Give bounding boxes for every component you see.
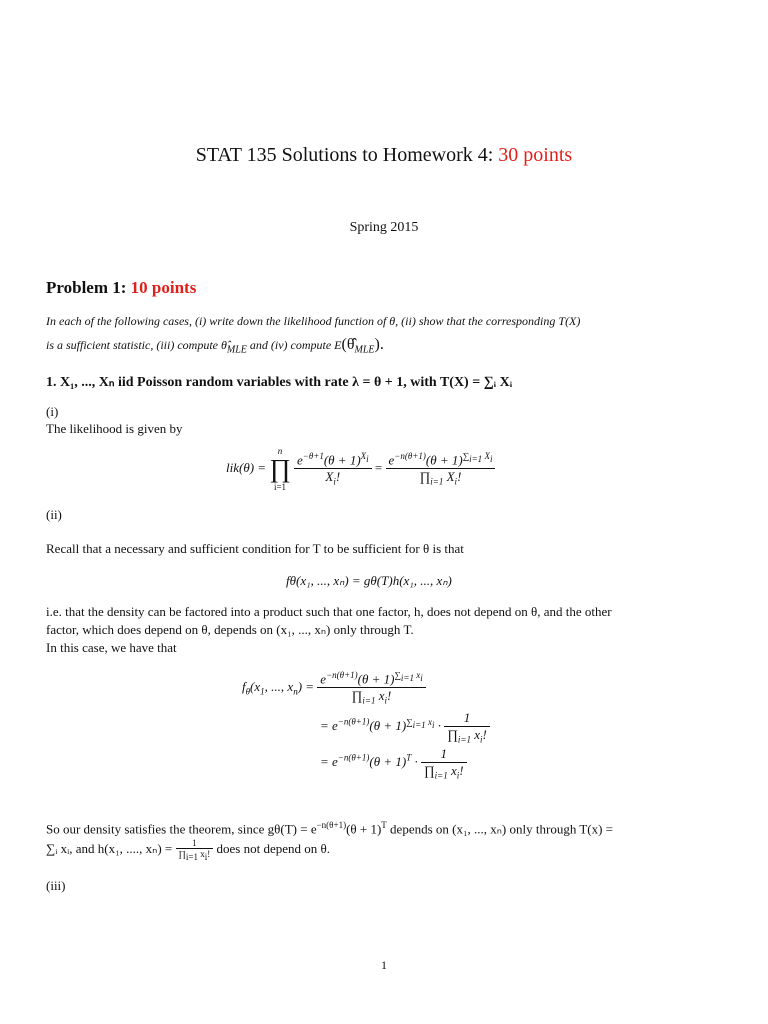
intro-line-2-c: (θ̂ <box>341 336 355 353</box>
in-this-case: In this case, we have that <box>46 640 177 655</box>
document-date: Spring 2015 <box>349 220 419 235</box>
conclusion-line-2-a: ∑ᵢ xᵢ, and h(x₁, ...., xₙ) = <box>46 840 176 856</box>
mle-subscript: MLE <box>226 344 247 356</box>
intro-line-2-b: and (iv) compute E <box>246 338 342 352</box>
title-main: STAT 135 Solutions to Homework 4: <box>195 144 499 166</box>
conclusion-line-1-b: (θ + 1) <box>346 821 382 837</box>
density-equation-line-2: = $e^{-n(\theta+1)}(\theta + 1)^{\sum_{i=1} x_i}$ · $\frac{1}{\prod_{i=1} x_i!}$ <box>320 710 490 745</box>
part-ii-label: (ii) <box>46 507 62 522</box>
intro-line-1: In each of the following cases, (i) write down the likelihood function of θ, (ii) show that the corresponding T(X) <box>46 314 581 328</box>
factorization-equation: fθ(x₁, ..., xₙ) = gθ(T)h(x₁, ..., xₙ) <box>286 573 452 588</box>
subproblem-1-heading: 1. X₁, ..., Xₙ iid Poisson random variables with rate λ = θ + 1, with T(X) = ∑ᵢ Xᵢ <box>46 375 513 390</box>
mle-subscript-2: MLE <box>354 344 375 356</box>
part-i-label: (i) <box>46 404 59 419</box>
density-equation-line-3: = $e^{-n(\theta+1)}(\theta + 1)^T$ · $\frac{1}{\prod_{i=1} x_i!}$ <box>320 746 467 781</box>
conclusion-line-1-c: depends on (x₁, ..., xₙ) only through T(x) = <box>386 821 614 837</box>
title-points: 30 points <box>498 144 573 166</box>
recall-text: Recall that a necessary and sufficient condition for T to be sufficient for θ is that <box>46 541 464 556</box>
likelihood-equation: lik(θ) = n ∏ i=1 $\frac{e^{-\theta+1}(\theta + 1)^{X_i}}{X_i!}$ = $\frac{e^{-n(\theta+1)}(\theta + 1)^{\sum_{i=1} X_i}}{\prod_{i=1} X_i!}$ <box>226 446 495 492</box>
ie-line-1: i.e. that the density can be factored into a product such that one factor, h, does not depend on θ, and the other <box>46 604 612 619</box>
problem-1-heading <box>46 278 196 298</box>
conclusion-exp: −n(θ+1) <box>316 820 347 830</box>
conclusion-line-2: ∑ᵢ xᵢ, and h(x₁, ...., xₙ) = $\frac{1}{\prod_{i=1} x_i!}$ does not depend on θ. <box>46 838 330 862</box>
intro-line-2-a: is a sufficient statistic, (iii) compute θ̂ <box>46 338 227 352</box>
intro-line-2-d: ). <box>374 336 384 353</box>
conclusion-line-1 <box>46 820 613 837</box>
intro-line-2 <box>46 336 726 355</box>
density-equation-line-1: $f_\theta(x_1$, ..., $x_n$) = $\frac{e^{-n(\theta+1)}(\theta + 1)^{\sum_{i=1} x_i}}{\prod_{i=1} x_i!}$ <box>242 670 426 706</box>
problem-1-points: 10 points <box>130 278 197 297</box>
ie-line-2: factor, which does depend on θ, depends on (x₁, ..., xₙ) only through T. <box>46 622 414 637</box>
problem-1-label: Problem 1: <box>46 278 131 297</box>
conclusion-line-2-b: does not depend on θ. <box>213 840 330 856</box>
likelihood-intro: The likelihood is given by <box>46 421 183 436</box>
document-title <box>0 144 768 167</box>
conclusion-line-1-a: So our density satisfies the theorem, since gθ(T) = e <box>46 821 317 837</box>
conclusion-T: T <box>381 820 387 830</box>
page-number: 1 <box>381 958 387 972</box>
part-iii-label: (iii) <box>46 878 66 893</box>
